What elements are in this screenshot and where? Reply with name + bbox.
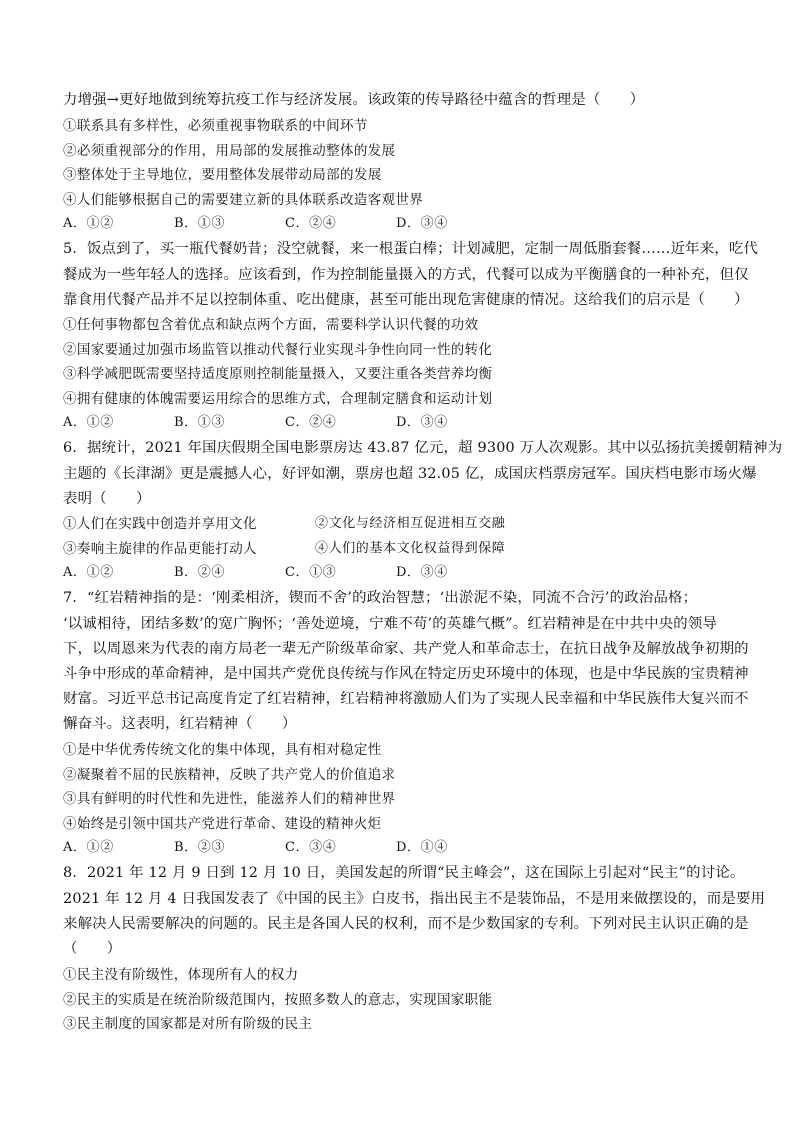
q6-stem-line-2: 主题的《长津湖》更是震撼人心，好评如潮，票房也超 32.05 亿，成国庆档票房冠军。国庆档电影市场火爆 [63,466,757,482]
q4-choice-d[interactable]: D．③④ [396,216,448,231]
q8-stem-line-4: （ ） [63,941,122,957]
q7-choice-b[interactable]: B．②③ [174,840,225,855]
q7-choice-d[interactable]: D．①④ [396,840,448,855]
q5-stem-line-1: 5．饭点到了，买一瓶代餐奶昔；没空就餐，来一根蛋白棒；计划减肥，定制一周低脂套餐……近年来，吃代 [63,241,759,257]
q4-stem-tail: 力增强→更好地做到统筹抗疫工作与经济发展。该政策的传导路径中蕴含的哲理是（ ） [63,92,645,108]
q4-choice-a[interactable]: A．①② [63,216,114,231]
q7-stem-line-6: 懈奋斗。这表明，红岩精神（ ） [63,716,297,732]
q4-option-2: ②必须重视部分的作用，用局部的发展推动整体的发展 [63,143,396,159]
q7-stem-line-1: 7．“红岩精神指的是：‘刚柔相济，锲而不舍’的政治智慧；‘出淤泥不染，同流不合污’的政治品格； [63,590,698,606]
q5-option-2: ②国家要通过加强市场监管以推动代餐行业实现斗争性向同一性的转化 [63,342,493,358]
q5-choice-b[interactable]: B．①③ [174,415,225,430]
q7-option-1: ①是中华优秀传统文化的集中体现，具有相对稳定性 [63,742,382,758]
q4-choice-b[interactable]: B．①③ [174,216,225,231]
q5-choice-c[interactable]: C．②④ [285,415,337,430]
q4-choices [63,215,507,233]
q5-choice-d[interactable]: D．③④ [396,415,448,430]
q8-option-1: ①民主没有阶级性，体现所有人的权力 [63,967,299,983]
q7-stem-line-3: 下，以周恩来为代表的南方局老一辈无产阶级革命家、共产党人和革命志士，在抗日战争及解放战争初期的 [63,641,749,657]
q8-option-3: ③民主制度的国家都是对所有阶级的民主 [63,1016,313,1032]
q4-option-3: ③整体处于主导地位，要用整体发展带动局部的发展 [63,167,382,183]
q7-option-2: ②凝聚着不屈的民族精神，反映了共产党人的价值追求 [63,767,396,783]
q7-stem-line-4: 斗争中形成的革命精神，是中国共产党优良传统与作风在特定历史环境中的体现，也是中华民族的宝贵精神 [63,666,749,682]
q5-choices [63,414,507,432]
q6-choice-c[interactable]: C．①③ [285,565,337,580]
q5-option-3: ③科学减肥既需要坚持适度原则控制能量摄入，又要注重各类营养均衡 [63,366,493,382]
q4-choice-c[interactable]: C．②④ [285,216,337,231]
q6-option-4: ④人们的基本文化权益得到保障 [315,541,506,556]
q7-stem-line-2: ‘以诚相待，团结多数’的宽广胸怀；‘善处逆境，宁难不苟’的英雄气概”。红岩精神是在中共中央的领导 [63,616,718,632]
q5-stem-line-2: 餐成为一些年轻人的选择。应该看到，作为控制能量摄入的方式，代餐可以成为平衡膳食的一种补充，但仅 [63,267,749,283]
q7-stem-line-5: 财富。习近平总书记高度肯定了红岩精神，红岩精神将激励人们为了实现人民幸福和中华民族伟大复兴而不 [63,691,749,707]
q6-stem-line-3: 表明（ ） [63,491,151,507]
q6-choices [63,564,507,582]
q6-choice-a[interactable]: A．①② [63,565,114,580]
q6-option-2: ②文化与经济相互促进相互交融 [315,516,506,531]
q8-option-2: ②民主的实质是在统治阶级范围内，按照多数人的意志，实现国家职能 [63,992,493,1008]
q7-option-4: ④始终是引领中国共产党进行革命、建设的精神火炬 [63,816,382,832]
q8-stem-line-2: 2021 年 12 月 4 日我国发表了《中国的民主》白皮书，指出民主不是装饰品，不是用来做摆设的，而是要用 [63,891,766,907]
q5-option-4: ④拥有健康的体魄需要运用综合的思维方式，合理制定膳食和运动计划 [63,391,493,407]
q5-stem-line-3: 靠食用代餐产品并不足以控制体重、吃出健康，甚至可能出现危害健康的情况。这给我们的启示是（ ） [63,292,749,308]
q5-option-1: ①任何事物都包含着优点和缺点两个方面，需要科学认识代餐的功效 [63,317,479,333]
q8-stem-line-1: 8．2021 年 12 月 9 日到 12 月 10 日，美国发起的所谓“民主峰会”，这在国际上引起对“民主”的讨论。 [63,865,745,881]
q7-option-3: ③具有鲜明的时代性和先进性，能滋养人们的精神世界 [63,791,396,807]
q4-option-1: ①联系具有多样性，必须重视事物联系的中间环节 [63,118,368,134]
q8-stem-line-3: 来解决人民需要解决的问题的。民主是各国人民的权利，而不是少数国家的专利。下列对民主认识正确的是 [63,916,749,932]
q7-choice-c[interactable]: C．③④ [285,840,337,855]
q6-option-3: ③奏响主旋律的作品更能打动人 [63,541,257,557]
q6-stem-line-1: 6．据统计，2021 年国庆假期全国电影票房达 43.87 亿元，超 9300 万人次观影。其中以弘扬抗美援朝精神为 [63,440,783,456]
q7-choices [63,839,507,857]
q6-choice-d[interactable]: D．③④ [396,565,448,580]
q5-choice-a[interactable]: A．①② [63,415,114,430]
q6-choice-b[interactable]: B．②④ [174,565,225,580]
q7-choice-a[interactable]: A．①② [63,840,114,855]
q6-option-1: ①人们在实践中创造并享用文化 [63,516,257,532]
q4-option-4: ④人们能够根据自己的需要建立新的具体联系改造客观世界 [63,192,424,208]
